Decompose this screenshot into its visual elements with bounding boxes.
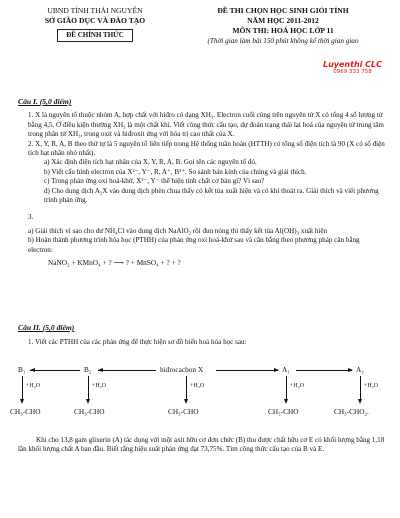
question-1 [18,97,386,268]
question-1-title: Câu I. (5,0 điểm) [18,97,72,106]
redox-equation: NaNO₂ + KMnO₄ + ? ⟶ ? + MnSO₄ + ? + ? [48,258,181,268]
down-x [186,376,187,400]
q1-part-3b: b) Hoàn thành phương trình hóa học (PTHH) của phản ứng oxi hoá-khử sau và cân bằng theo phương pháp cân bằng electron: [28,236,360,254]
q1-part-3a: a) Giải thích vì sao cho dư NH₄Cl vào dung dịch NaAlO₂ rồi đun nóng thì thấy kết tủa Al(OH)₃ xuất hiện [28,226,328,235]
h2o-label-2: +H₂O [92,383,107,389]
down-head-a2 [358,399,362,404]
scheme-a2: A₂ [356,365,364,374]
arrow-line-x-b2 [98,370,156,371]
q1-part-2a: a) Xác định điện tích hạt nhân của X, Y, R, A, B. Gọi tên các nguyên tố đó. [44,158,257,167]
arrow-line-a1-a2 [296,370,352,371]
scheme-x: hiđrocacbon X [160,365,204,374]
header-left [20,6,170,42]
watermark-name: Luyenthi CLC [322,60,382,69]
arrow-head-b2 [98,368,103,372]
school-year: NĂM HỌC 2011-2012 [247,16,319,25]
scheme-a1: A₁ [282,365,290,374]
product-x: CH₃-CHO [168,407,199,416]
arrow-head-a2 [348,368,353,372]
scheme-b1: B₁ [18,365,26,374]
scheme-b2: B₂ [84,365,92,374]
q1-part-2b: b) Viết cấu hình electron của X²⁻, Y⁻, R, A⁺, B²⁺. So sánh bán kính của chúng và giải thích. [44,167,307,176]
subject: MÔN THI: HOÁ HỌC LỚP 11 [232,26,334,35]
q1-part-1: 1. X là nguyên tố thuộc nhóm A, hợp chất với hiđro có dạng XH₃. Electron cuối cùng trên nguyên tử X có tổng 4 số lượng tử bằng 4,5. Ở điều kiện thường XH₃ là một chất khí. Viết công thức cấu tạo, dự đoán trạng thái lai hoá của nguyên tử trung tâm trong phân tử XH₃, trong oxit và hiđroxit ứng với hóa trị cao nhất của X. [28,111,384,139]
time-note: (Thời gian làm bài 150 phút không kể thời gian giao [207,37,359,45]
product-a1: CH₃-CHO [268,407,299,416]
arrow-head-b1 [30,368,35,372]
q1-part-2: 2. X, Y, R, A, B theo thứ tự là 5 nguyên tố liên tiếp trong Hệ thống tuần hoàn (HTTH) có tổng số điện tích là 90 (X có số điện tích hạt nhân nhỏ nhất). [28,139,385,158]
h2o-label-3: +H₂O [190,383,205,389]
product-a2: CH₃-CHO₂. [334,407,369,416]
exam-title: ĐỀ THI CHỌN HỌC SINH GIỎI TỈNH [217,6,349,15]
h2o-label-4: +H₂O [290,383,305,389]
q2-part-1: 1. Viết các PTHH của các phản ứng để thực hiện sơ đồ biến hoá hóa học sau: [28,338,247,347]
down-b2 [88,376,89,400]
q1-part-2c: c) Trong phản ứng oxi hoá-khử, X²⁻, Y⁻ thể hiện tính chất cơ bản gì? Vì sao? [44,177,265,186]
h2o-label-1: +H₂O [26,383,41,389]
down-head-b2 [86,399,90,404]
down-b1 [22,376,23,400]
q1-part-2d: d) Cho dung dịch A₂X vào dung dịch phèn chua thấy có kết tủa xuất hiện và có khí thoát ra. Giải thích và viết phương trình phản ứng. [44,186,379,205]
header-right [178,6,388,46]
watermark-phone: 0969 333 758 [333,69,372,75]
arrow-line-b2-b1 [30,370,80,371]
arrow-line-x-a1 [216,370,278,371]
down-a1 [286,376,287,400]
arrow-head-a1 [274,368,279,372]
department-name: SỞ GIÁO DỤC VÀ ĐÀO TẠO [44,16,146,25]
official-badge: ĐỀ CHÍNH THỨC [57,29,133,42]
product-b1: CH₃-CHO [10,407,41,416]
q1-part-3: 3. [28,213,34,222]
reaction-scheme [10,365,388,425]
province-name: UBND TỈNH THÁI NGUYÊN [47,6,143,15]
question-2 [18,323,386,348]
down-head-a1 [284,399,288,404]
q2-part-2: Khi cho 13,8 gam glixerin (A) tác dụng với một axit hữu cơ đơn chức (B) thu được chất hữu cơ E có khối lượng bằng 1,18 lần khối lượng chất A ban đầu. Biết rằng hiệu suất phản ứng đạt 73,75%. Tìm công thức cấu tạo của B và E. [18,436,385,454]
down-a2 [360,376,361,400]
question-2-title: Câu II. (5,0 điểm) [18,323,75,332]
product-b2: CH₃-CHO [74,407,105,416]
h2o-label-5: +H₂O [364,383,379,389]
down-head-b1 [20,399,24,404]
watermark [323,60,382,75]
down-head-x [184,399,188,404]
